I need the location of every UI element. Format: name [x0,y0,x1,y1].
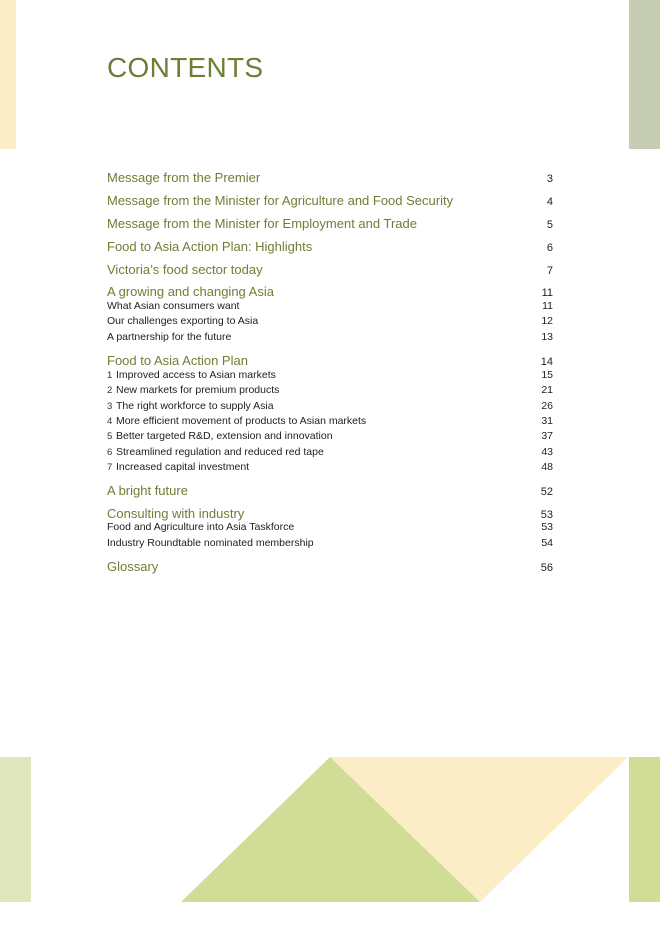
toc-entry-text [107,400,274,412]
toc-entry-text [107,369,276,381]
toc-page-number: 3 [546,173,553,185]
toc-page-number: 43 [541,446,553,458]
toc-entry-label: Food to Asia Action Plan: Highlights [107,239,313,254]
toc-subentry[interactable] [107,461,553,473]
toc-entry-text [107,461,249,473]
toc-section-entry[interactable] [107,239,553,254]
toc-entry-text [107,353,248,368]
toc-entry-label: Better targeted R&D, extension and innovation [116,430,333,442]
toc-entry-number: 7 [107,462,113,473]
toc-entry-label: The right workforce to supply Asia [116,400,274,412]
toc-section-entry[interactable] [107,559,553,574]
toc-section-entry[interactable] [107,193,553,208]
toc-entry-label: New markets for premium products [116,384,280,396]
toc-page-number: 54 [541,537,553,549]
toc-page-number: 14 [540,356,553,368]
toc-entry-text [107,384,279,396]
toc-section-entry[interactable] [107,506,553,521]
toc-entry-label: A growing and changing Asia [107,284,274,299]
toc-subentry[interactable] [107,537,553,549]
toc-page-number: 53 [540,509,553,521]
toc-section-entry[interactable] [107,216,553,231]
toc-entry-text [107,262,263,277]
toc-entry-label: Food to Asia Action Plan [107,353,248,368]
toc-page-number: 13 [541,331,553,343]
toc-subentry[interactable] [107,315,553,327]
toc-entry-number: 1 [107,370,113,381]
toc-subentry[interactable] [107,446,553,458]
toc-entry-text [107,170,260,185]
toc-entry-text [107,193,453,208]
toc-page-number: 11 [541,287,553,299]
toc-subentry[interactable] [107,384,553,396]
toc-section-entry[interactable] [107,483,553,498]
toc-subentry[interactable] [107,369,553,381]
toc-entry-text [107,331,231,343]
toc-page-number: 12 [541,315,553,327]
green-left-triangle [181,757,330,902]
toc-entry-label: Industry Roundtable nominated membership [107,537,314,549]
toc-page-number: 37 [541,430,553,442]
toc-entry-label: More efficient movement of products to Asian markets [116,415,367,427]
toc-page-number: 31 [541,415,553,427]
toc-section-entry[interactable] [107,262,553,277]
toc-subentry[interactable] [107,430,553,442]
toc-entry-label: Streamlined regulation and reduced red tape [116,446,324,458]
toc-entry-text [107,446,324,458]
toc-page-number: 48 [541,461,553,473]
toc-entry-label: Message from the Minister for Agriculture and Food Security [107,193,454,208]
toc-entry-label: Glossary [107,559,159,574]
toc-subentry[interactable] [107,521,553,533]
toc-page-number: 6 [546,242,553,254]
toc-page-number: 26 [541,400,553,412]
toc-section-entry[interactable] [107,170,553,185]
page-title: CONTENTS [107,52,264,83]
toc-entry-number: 3 [107,401,113,412]
toc-entry-label: Food and Agriculture into Asia Taskforce [107,521,295,533]
toc-entry-label: Message from the Premier [107,170,261,185]
toc-entry-text [107,483,188,498]
toc-section-entry[interactable] [107,284,553,299]
toc-entry-text [107,537,314,549]
toc-entry-number: 6 [107,447,113,458]
toc-page-number: 53 [541,521,553,533]
toc-page-number: 21 [541,384,553,396]
toc-entry-label: Increased capital investment [116,461,250,473]
toc-entry-text [107,506,244,521]
toc-subentry[interactable] [107,331,553,343]
toc-entry-label: A bright future [107,483,188,498]
toc-entry-label: Victoria’s food sector today [107,262,263,277]
toc-entry-label: Improved access to Asian markets [116,369,276,381]
toc-entry-number: 5 [107,431,113,442]
toc-entry-text [107,284,274,299]
toc-page-number: 15 [541,369,553,381]
toc-entry-text [107,430,333,442]
toc-subentry[interactable] [107,415,553,427]
toc-entry-text [107,300,239,312]
toc-page-number: 52 [540,486,553,498]
toc-entry-number: 4 [107,416,113,427]
toc-page-number: 7 [546,265,553,277]
toc-entry-label: Message from the Minister for Employment and Trade [107,216,417,231]
toc-page-number: 11 [542,300,553,312]
toc-entry-number: 2 [107,385,113,396]
toc-entry-text [107,415,366,427]
toc-entry-text [107,521,294,533]
toc-page-number: 56 [540,562,553,574]
toc-entry-label: A partnership for the future [107,331,232,343]
toc-entry-text [107,559,158,574]
toc-page-number: 5 [546,219,553,231]
toc-entry-label: Our challenges exporting to Asia [107,315,259,327]
toc-entry-label: What Asian consumers want [107,300,240,312]
toc-entry-text [107,239,312,254]
toc-page-number: 4 [546,196,553,208]
toc-entry-text [107,315,258,327]
toc-entry-text [107,216,417,231]
toc-subentry[interactable] [107,300,553,312]
toc-subentry[interactable] [107,400,553,412]
toc-entry-label: Consulting with industry [107,506,245,521]
toc-section-entry[interactable] [107,353,553,368]
